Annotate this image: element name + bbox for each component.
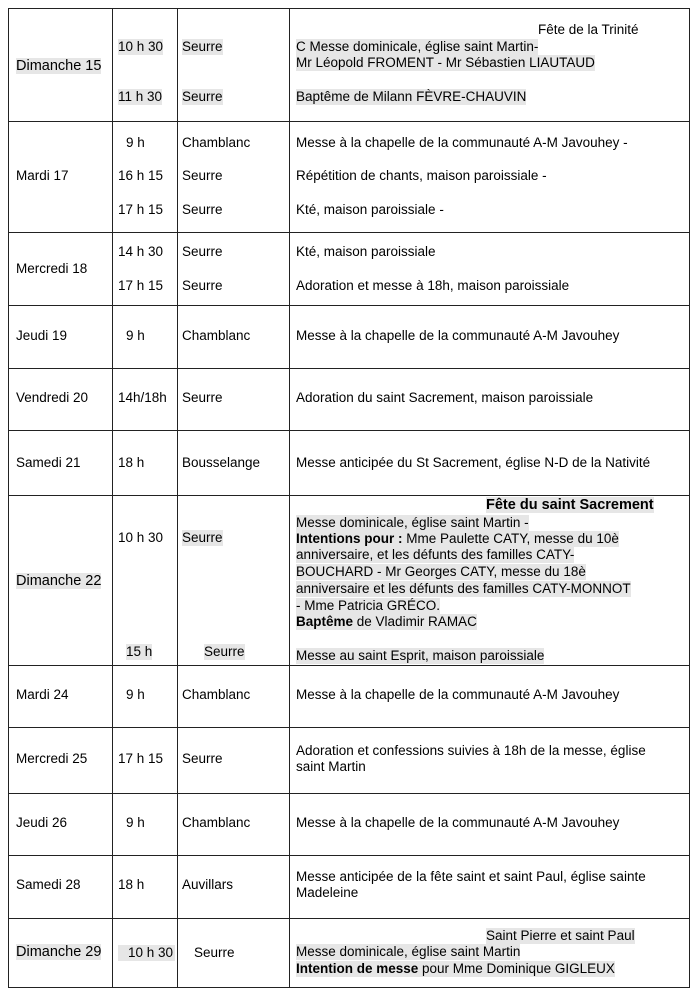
intention-line: [296, 961, 615, 977]
place-cell: Auvillars: [182, 877, 234, 892]
time-cell: 16 h 15: [118, 168, 164, 183]
day-label: Dimanche 15: [16, 58, 102, 74]
description-cell: Messe anticipée de la fête saint et saint Paul, église sainte Madeleine: [296, 869, 646, 900]
time-cell: 15 h: [126, 644, 153, 659]
description-cell: Kté, maison paroissiale: [296, 244, 436, 259]
day-label: Samedi 21: [16, 455, 81, 470]
place-cell: Chamblanc: [182, 815, 251, 830]
day-label: Dimanche 22: [16, 573, 102, 589]
description-line: Mr Léopold FROMENT - Mr Sébastien LIAUTAUD: [296, 55, 595, 70]
description-cell: Messe dominicale, église saint Martin: [296, 944, 521, 959]
description-line: C Messe dominicale, église saint Martin-: [296, 39, 539, 54]
place-cell: Seurre: [182, 530, 223, 545]
day-label: Vendredi 20: [16, 390, 89, 405]
description-cell: Messe au saint Esprit, maison paroissiale: [296, 648, 545, 663]
feast-label: Fête du saint Sacrement: [486, 497, 654, 513]
day-label: Mercredi 25: [16, 751, 88, 766]
place-cell: Chamblanc: [182, 135, 251, 150]
place-cell: Seurre: [182, 278, 223, 293]
description-line: anniversaire et les défunts des familles CATY-MONNOT: [296, 581, 631, 596]
place-cell: Seurre: [182, 751, 223, 766]
description-cell: Messe à la chapelle de la communauté A-M Javouhey -: [296, 135, 628, 150]
description-cell: Messe à la chapelle de la communauté A-M Javouhey: [296, 815, 620, 830]
description-line: - Mme Patricia GRÉCO.: [296, 598, 441, 613]
place-cell: Seurre: [182, 202, 223, 217]
description-line: BOUCHARD - Mr Georges CATY, messe du 18è: [296, 564, 586, 579]
day-label: Jeudi 19: [16, 328, 68, 343]
time-cell: 9 h: [126, 687, 145, 702]
day-label: Mardi 24: [16, 687, 69, 702]
day-label: Mercredi 18: [16, 261, 88, 276]
time-cell: 10 h 30: [118, 39, 164, 54]
time-cell: 9 h: [126, 135, 145, 150]
time-cell: 14h/18h: [118, 390, 167, 405]
baptism-line: [296, 614, 477, 630]
intention-text: Mme Paulette CATY, messe du 10è: [406, 531, 619, 546]
place-cell: Seurre: [204, 644, 245, 659]
description-cell: Adoration et messe à 18h, maison paroissiale: [296, 278, 570, 293]
description-cell: Adoration du saint Sacrement, maison paroissiale: [296, 390, 594, 405]
place-cell: Seurre: [182, 89, 223, 104]
time-cell: 18 h: [118, 877, 145, 892]
baptism-label: Baptême: [296, 614, 354, 629]
place-cell: Bousselange: [182, 455, 261, 470]
time-cell: 14 h 30: [118, 244, 164, 259]
description-cell: Kté, maison paroissiale -: [296, 202, 444, 217]
time-cell: 9 h: [126, 328, 145, 343]
place-cell: Seurre: [182, 244, 223, 259]
time-cell: 10 h 30: [118, 945, 175, 961]
baptism-text: de Vladimir RAMAC: [353, 614, 477, 629]
intention-text: pour Mme Dominique GIGLEUX: [418, 961, 615, 976]
intention-label: Intentions pour :: [296, 531, 403, 546]
description-cell: Messe à la chapelle de la communauté A-M Javouhey: [296, 328, 620, 343]
place-cell: Chamblanc: [182, 328, 251, 343]
place-cell: Seurre: [182, 390, 223, 405]
place-cell: Seurre: [182, 39, 223, 54]
feast-label: Saint Pierre et saint Paul: [486, 928, 635, 943]
day-label: Samedi 28: [16, 877, 81, 892]
place-cell: Chamblanc: [182, 687, 251, 702]
description-cell: Messe anticipée du St Sacrement, église N-D de la Nativité: [296, 455, 651, 470]
time-cell: 17 h 15: [118, 202, 164, 217]
time-cell: 17 h 15: [118, 751, 164, 766]
day-label: Jeudi 26: [16, 815, 68, 830]
day-label: Mardi 17: [16, 168, 69, 183]
intention-line: [296, 531, 619, 547]
feast-label: Fête de la Trinité: [538, 22, 639, 37]
time-cell: 9 h: [126, 815, 145, 830]
place-cell: Seurre: [194, 945, 235, 960]
description-cell: Adoration et confessions suivies à 18h de la messe, église saint Martin: [296, 743, 646, 774]
time-cell: 17 h 15: [118, 278, 164, 293]
description-line: anniversaire, et les défunts des familles CATY-: [296, 547, 575, 562]
place-cell: Seurre: [182, 168, 223, 183]
time-cell: 18 h: [118, 455, 145, 470]
intention-label: Intention de messe: [296, 961, 419, 976]
description-line: Messe dominicale, église saint Martin -: [296, 515, 529, 530]
day-label: Dimanche 29: [16, 944, 102, 960]
description-cell: Messe à la chapelle de la communauté A-M Javouhey: [296, 687, 620, 702]
description-cell: Répétition de chants, maison paroissiale -: [296, 168, 547, 183]
time-cell: 10 h 30: [118, 530, 164, 545]
description-line: Baptême de Milann FÈVRE-CHAUVIN: [296, 89, 527, 104]
time-cell: 11 h 30: [118, 89, 163, 104]
